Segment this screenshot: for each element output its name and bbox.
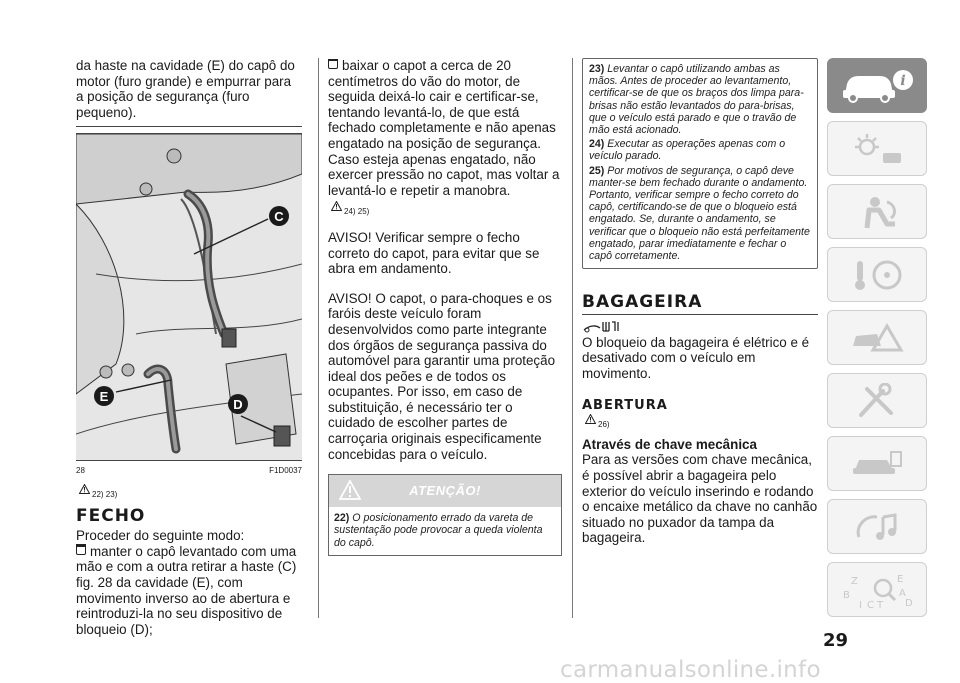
warning-refs: 22) 23) <box>92 487 302 503</box>
warning-triangle-icon <box>339 480 361 500</box>
section-heading-fecho: FECHO <box>76 505 146 526</box>
paragraph-aviso-1: AVISO! Verificar sempre o fecho correto do capot, para evitar que se abra em andamento. <box>328 229 540 277</box>
notes-box <box>582 58 818 269</box>
attention-bar <box>329 475 561 507</box>
tab-warning-car[interactable] <box>827 310 927 365</box>
minor-heading: Através de chave mecânica <box>582 436 757 452</box>
bullet-item-1: manter o capô levantado com uma mão e com a outra retirar a haste (C) fig. 28 da cavidade (E), com movimento inverso ao de abertura e reintroduzi-la no seu dispositivo de bloqueio (D); <box>76 543 297 637</box>
tab-tools[interactable] <box>827 373 927 428</box>
attention-box <box>328 474 562 556</box>
bullet-icon <box>328 59 338 69</box>
dashboard-lights-icon <box>847 131 907 167</box>
column-divider <box>572 58 573 618</box>
note-25: 25) Por motivos de segurança, o capô deve manter-se bem fechado durante o andamento. Portanto, verificar sempre o fecho correto do capô, certificando-se de que o bloqueio está engatado. Se, durante o andamento, se verificar que o bloqueio não está perfeitamente engatado, parar imediatamente e fechar o capô corretamente. <box>589 164 810 263</box>
paragraph-body: Para as versões com chave mecânica, é possível abrir a bagageira pelo exterior do veículo inserindo e rodando o encaixe metálico da chave no canhão situado no puxador da tampa da bagageira. <box>582 452 818 546</box>
tab-car-info[interactable] <box>827 58 927 113</box>
figure-28 <box>76 133 302 461</box>
index-letter-c: C <box>867 599 874 610</box>
figure-label-d: D <box>233 397 243 413</box>
warning-triangle-icon <box>331 201 342 211</box>
tools-icon <box>847 383 907 419</box>
figure-number: 28 <box>76 466 85 476</box>
column-right <box>582 58 818 546</box>
car-specs-icon <box>847 446 907 482</box>
warning-refs: 24) 25) <box>344 204 562 220</box>
index-icon <box>837 570 917 610</box>
index-letter-t: T <box>877 599 884 610</box>
side-tabs <box>827 58 927 625</box>
index-letter-b: B <box>843 589 850 601</box>
note-24: 24) Executar as operações apenas com o veículo parado. <box>589 138 786 163</box>
svg-text:i: i <box>900 72 906 89</box>
warning-car-icon <box>847 320 907 356</box>
figure-label-c: C <box>274 209 284 225</box>
index-letter-e: E <box>897 573 904 585</box>
paragraph-intro-bagageira: O bloqueio da bagageira é elétrico e é desativado com o veículo em movimento. <box>582 334 810 382</box>
subheading-abertura: ABERTURA <box>582 397 668 413</box>
paragraph-aviso-2: AVISO! O capot, o para-choques e os faróis deste veículo foram desenvolvidos como parte integrante dos órgãos de segurança passiva do automóvel para garantir uma proteção ideal dos peões e de todos os ocupantes. Por isso, em caso de substituição, é necessário ter o cuidado de escolher partes de carroçaria originais especificamente concebidas para o veículo. <box>328 290 556 462</box>
bullet-item-2: baixar o capot a cerca de 20 centímetros do vão do motor, de seguida deixá-lo cair e certificar-se, tentando levantá-lo, de que está fechado completamente e não apenas engatado na posição de segurança. Caso esteja apenas engatado, não exercer pressão no capot, mas voltar a levantá-lo e repetir a manobra. <box>328 58 560 198</box>
note-23: 23) Levantar o capô utilizando ambas as mãos. Antes de proceder ao levantamento, certificar-se de que os braços dos limpa para-brisas não estão levantados do para-brisas, que o veículo está parado e que o travão de mão está acionado. <box>589 63 804 137</box>
column-middle <box>328 58 562 556</box>
warning-triangle-icon <box>79 484 90 494</box>
figure-label-e: E <box>99 389 109 405</box>
multimedia-icon <box>847 509 907 545</box>
index-letter-z: Z <box>851 575 858 587</box>
column-left <box>76 58 302 637</box>
paragraph-intro: da haste na cavidade (E) do capô do motor (furo grande) e empurrar para a posição de segurança (furo pequeno). <box>76 58 302 127</box>
car-info-icon <box>839 68 915 104</box>
watermark: carmanualsonline.info <box>560 657 821 683</box>
warning-refs: 26) <box>598 417 818 433</box>
tab-airbag-seat[interactable] <box>827 184 927 239</box>
paragraph-lead: Proceder do seguinte modo: <box>76 528 245 544</box>
airbag-seat-icon <box>847 194 907 230</box>
index-letter-a: A <box>899 587 906 599</box>
tab-index[interactable] <box>827 562 927 617</box>
steering-key-icon <box>847 257 907 293</box>
tab-multimedia[interactable] <box>827 499 927 554</box>
section-heading-bagageira: BAGAGEIRA <box>582 295 818 315</box>
engine-hood-illustration <box>76 134 302 460</box>
figure-code: F1D0037 <box>269 466 302 476</box>
column-divider <box>318 58 319 618</box>
key-logo-icon <box>582 319 622 333</box>
warning-triangle-icon <box>585 414 596 424</box>
index-letter-i: I <box>859 599 862 610</box>
index-letter-d: D <box>905 597 913 609</box>
tab-dashboard-lights[interactable] <box>827 121 927 176</box>
tab-steering-key[interactable] <box>827 247 927 302</box>
figure-caption <box>76 461 302 481</box>
page-number: 29 <box>823 630 849 651</box>
attention-note-22: 22) O posicionamento errado da vareta de sustentação pode provocar a queda violenta do capô. <box>334 512 543 549</box>
key-icon-row <box>582 319 818 333</box>
attention-title: ATENÇÃO! <box>409 483 481 499</box>
tab-car-specs[interactable] <box>827 436 927 491</box>
bullet-icon <box>76 545 86 555</box>
